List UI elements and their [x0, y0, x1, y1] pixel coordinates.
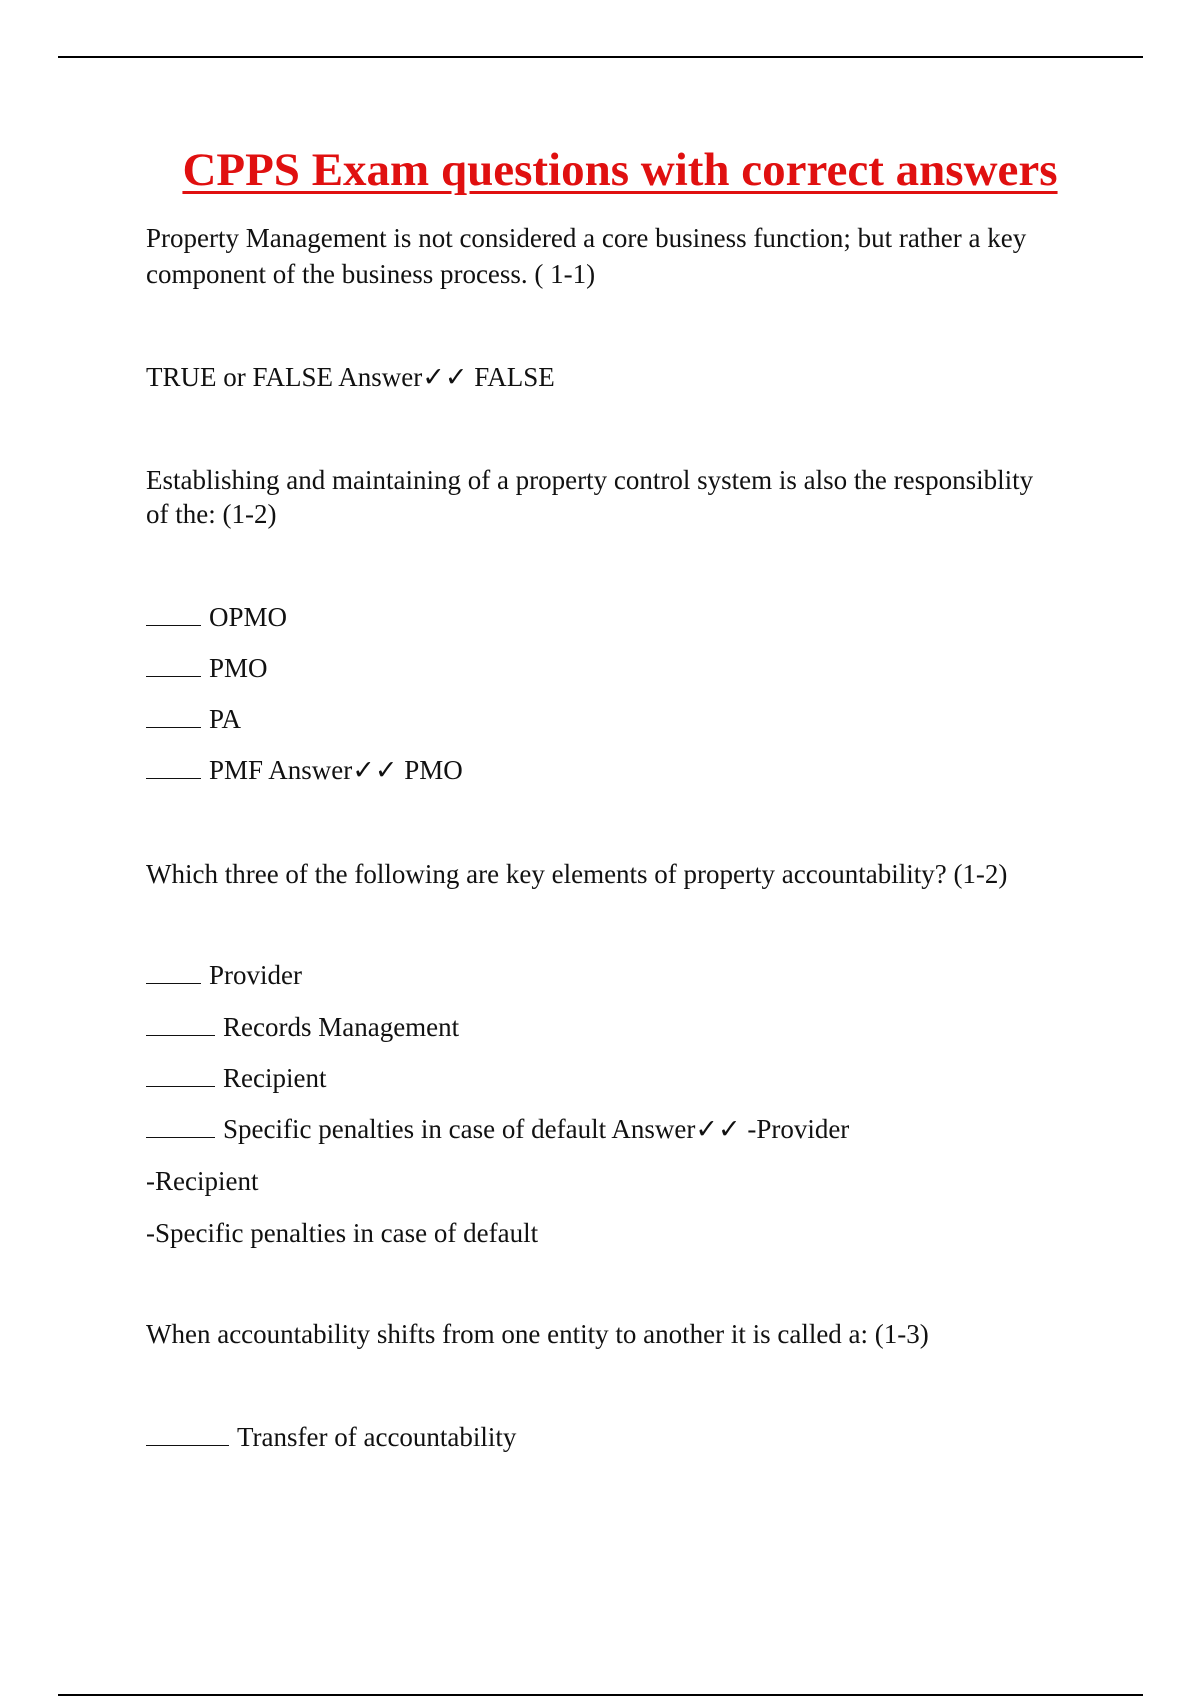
q3-option: Provider [146, 957, 302, 993]
answer-blank [146, 961, 201, 984]
answer-blank [146, 705, 201, 728]
answer-blank [146, 1115, 215, 1138]
answer-blank [146, 603, 201, 626]
top-rule [58, 56, 1143, 58]
q1-text-line2: component of the business process. ( 1-1) [146, 259, 596, 289]
q3-option: Records Management [146, 1009, 459, 1045]
q3-answer-cont: -Specific penalties in case of default [146, 1218, 539, 1248]
q3-option: Recipient [146, 1060, 326, 1096]
answer-blank [146, 1423, 229, 1446]
q2-text-line2: of the: (1-2) [146, 499, 277, 529]
q3-text: Which three of the following are key elements of property accountability? (1-2) [146, 859, 1008, 889]
document-title: CPPS Exam questions with correct answers [182, 144, 1058, 196]
q2-text-line1: Establishing and maintaining of a property control system is also the responsiblity [146, 465, 1034, 495]
q4-text: When accountability shifts from one entity to another it is called a: (1-3) [146, 1319, 929, 1349]
answer-blank [146, 654, 201, 677]
q3-answer-cont: -Recipient [146, 1166, 259, 1196]
q2-option: PA [146, 701, 241, 737]
q2-option-answer: PMF Answer✓✓ PMO [146, 752, 463, 788]
bottom-rule [58, 1694, 1143, 1696]
answer-blank [146, 756, 201, 779]
q3-option-answer: Specific penalties in case of default Answer✓✓ -Provider [146, 1111, 849, 1147]
answer-blank [146, 1013, 215, 1036]
answer-blank [146, 1064, 215, 1087]
q1-text-line1: Property Management is not considered a core business function; but rather a key [146, 223, 1027, 253]
q2-option: OPMO [146, 599, 287, 635]
q1-answer: TRUE or FALSE Answer✓✓ FALSE [146, 362, 555, 392]
q2-option: PMO [146, 650, 268, 686]
q4-option: Transfer of accountability [146, 1419, 516, 1455]
